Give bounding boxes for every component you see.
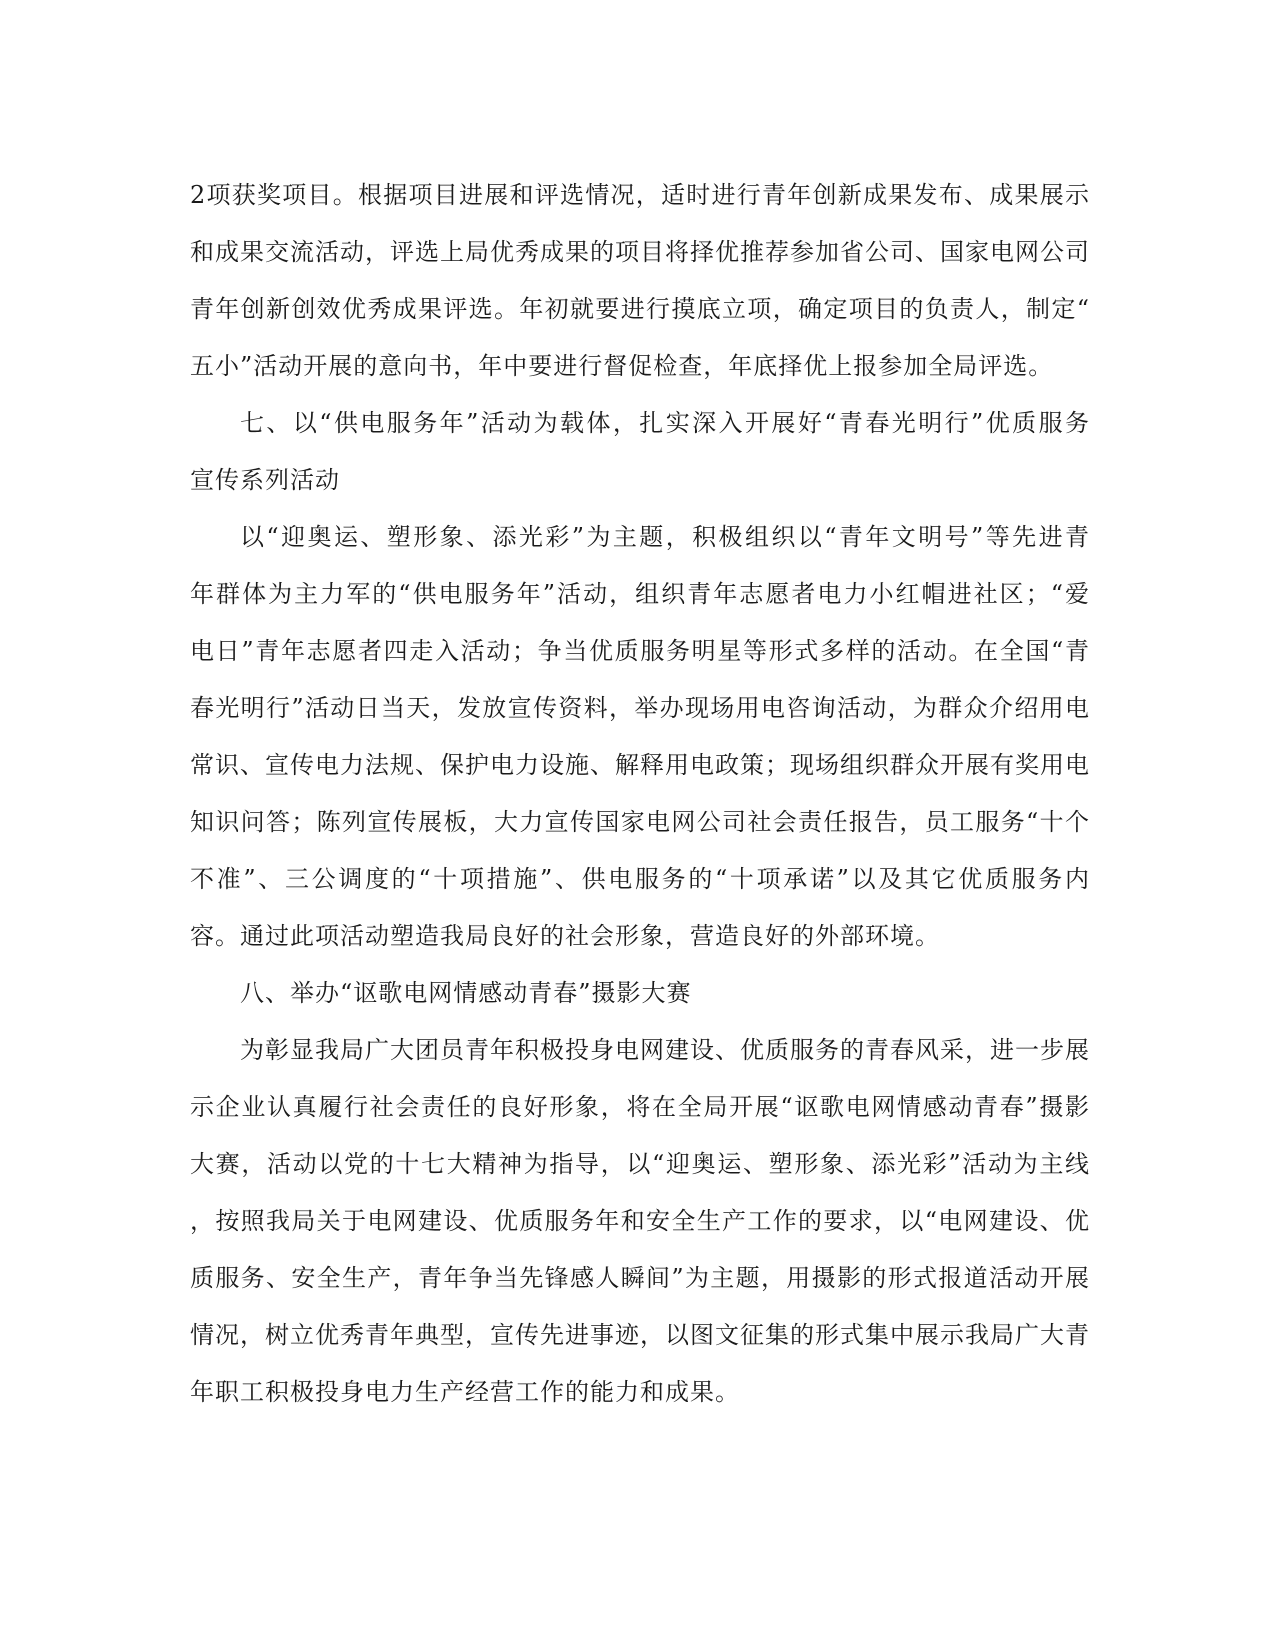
text-line: 年群体为主力军的“供电服务年”活动，组织青年志愿者电力小红帽进社区；“爱 xyxy=(190,580,1090,608)
text-line: 质服务、安全生产，青年争当先锋感人瞬间”为主题，用摄影的形式报道活动开展 xyxy=(190,1264,1090,1292)
document-body xyxy=(190,167,1090,1421)
text-line: 以“迎奥运、塑形象、添光彩”为主题，积极组织以“青年文明号”等先进青 xyxy=(240,523,1090,551)
text-line: 八、举办“讴歌电网情感动青春”摄影大赛 xyxy=(240,979,692,1007)
text-line: 电日”青年志愿者四走入活动；争当优质服务明星等形式多样的活动。在全国“青 xyxy=(190,637,1090,665)
text-line: 五小”活动开展的意向书，年中要进行督促检查，年底择优上报参加全局评选。 xyxy=(190,352,1054,380)
text-line: 知识问答；陈列宣传展板，大力宣传国家电网公司社会责任报告，员工服务“十个 xyxy=(190,808,1090,836)
text-line: 青年创新创效优秀成果评选。年初就要进行摸底立项，确定项目的负责人，制定“ xyxy=(190,295,1090,323)
text-line: 容。通过此项活动塑造我局良好的社会形象，营造良好的外部环境。 xyxy=(190,922,940,950)
text-line: ，按照我局关于电网建设、优质服务年和安全生产工作的要求，以“电网建设、优 xyxy=(190,1207,1090,1235)
text-line: 常识、宣传电力法规、保护电力设施、解释用电政策；现场组织群众开展有奖用电 xyxy=(190,751,1090,779)
text-line: 2项获奖项目。根据项目进展和评选情况，适时进行青年创新成果发布、成果展示 xyxy=(190,181,1090,209)
text-line: 不准”、三公调度的“十项措施”、供电服务的“十项承诺”以及其它优质服务内 xyxy=(190,865,1090,893)
text-line: 情况，树立优秀青年典型，宣传先进事迹，以图文征集的形式集中展示我局广大青 xyxy=(190,1321,1090,1349)
text-line: 年职工积极投身电力生产经营工作的能力和成果。 xyxy=(190,1378,740,1406)
text-line: 七、以“供电服务年”活动为载体，扎实深入开展好“青春光明行”优质服务 xyxy=(240,409,1090,437)
text-line: 宣传系列活动 xyxy=(190,466,340,494)
text-line: 和成果交流活动，评选上局优秀成果的项目将择优推荐参加省公司、国家电网公司 xyxy=(190,238,1090,266)
text-line: 春光明行”活动日当天，发放宣传资料，举办现场用电咨询活动，为群众介绍用电 xyxy=(190,694,1090,722)
text-line: 为彰显我局广大团员青年积极投身电网建设、优质服务的青春风采，进一步展 xyxy=(240,1036,1090,1064)
text-line: 示企业认真履行社会责任的良好形象，将在全局开展“讴歌电网情感动青春”摄影 xyxy=(190,1093,1090,1121)
text-line: 大赛，活动以党的十七大精神为指导，以“迎奥运、塑形象、添光彩”活动为主线 xyxy=(190,1150,1090,1178)
